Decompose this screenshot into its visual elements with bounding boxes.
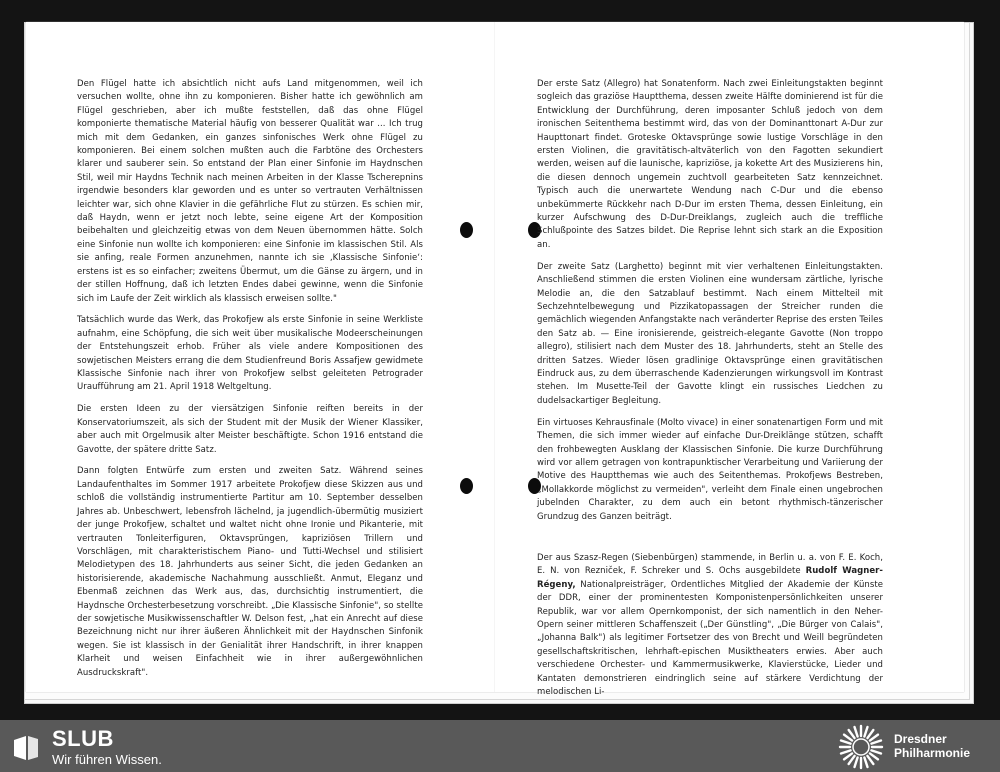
paragraph-text: Der aus Szasz-Regen (Siebenbürgen) stammende, in Berlin u. a. von F. E. Koch, E. N. von Rezniček, F. Schreker und S. Ochs ausgebildete bbox=[537, 553, 883, 577]
logo-ray bbox=[844, 735, 852, 741]
page-fold bbox=[494, 22, 495, 692]
logo-ray bbox=[844, 753, 852, 759]
paragraph: Den Flügel hatte ich absichtlich nicht aufs Land mitgenommen, weil ich versuchen wollte, ohne ihn zu komponieren. Bisher hatte ich gewöhnlich am Flügel geschrieben, aber ich mußte feststellen, daß das ohne Flügel komponierte thematische Material häufig von besserer Qualität war ... Ich trug mich mit dem Gedanken, ein ganzes sinfonisches Werk ohne Flügel zu komponieren. Bei einem solchen mußten auch die Farbtöne des Orchesters klarer und sauberer sein. So entstand der Plan einer Sinfonie im Haydnschen Stil, weil mir Haydns Technik nach meinen Arbeiten in der Klasse Tscherepnins irgendwie besonders klar geworden und es unter so vertrauten Verhältnissen leichter war, sich ohne Klavier in die gefährliche Flut zu stürzen. Es schien mir, daß Haydn, wenn er jetzt noch lebte, seine eigene Art der Komposition beibehalten und gleichzeitig etwas von dem Neuen übernommen hätte. Solch eine Sinfonie nun wollte ich komponieren: eine Sinfonie im klassischen Stil. Als sie anfing, reale Formen anzunehmen, nannte ich sie ‚Klassische Sinfonie‘: erstens ist es so einfacher; zweitens Übermut, um die Gänse zu ärgern, und in der stillen Hoffnung, daß ich letzten Endes dabei gewinne, wenn die Sinfonie sich im Laufe der Zeit wirklich als klassisch erweisen sollte." bbox=[77, 79, 423, 304]
logo-ray bbox=[864, 727, 867, 737]
footer-bar bbox=[0, 720, 1000, 772]
logo-ray bbox=[841, 741, 851, 744]
slub-tagline: Wir führen Wissen. bbox=[52, 752, 162, 767]
logo-ray bbox=[864, 757, 867, 767]
philharmonie-name bbox=[894, 732, 970, 760]
logo-ray bbox=[849, 730, 855, 738]
composer-name: Rudolf Wagner-Régeny, bbox=[537, 566, 883, 590]
paragraph: Dann folgten Entwürfe zum ersten und zweiten Satz. Während seines Landaufenthaltes im Sommer 1917 arbeitete Prokofjew diese Skizzen aus und schloß die vollständig instrumentierte Partitur am 10. September desselben Jahres ab. Unbeschwert, lebensfroh lächelnd, ja jugendlich-übermütig musiziert der junge Prokofjew, schaltet und waltet nicht ohne Ironie und Pikanterie, mit vertrauten Tonleiterfiguren, Oktavsprüngen, kapriziösen Trillern und Vorschlägen, mit charakteristischem Piano- und Tutti-Wechsel und stilisiert Melodietypen des 18. Jahrhunderts aus seiner Sicht, die jeden Gedanken an historisierende, akademische Nachahmung ausschließt. Anmut, Eleganz und Ebenmaß zeichnen das Werk aus, das, durchsichtig instrumentiert, die Haydnsche Orchesterbesetzung vorschreibt. „Die Klassische Sinfonie", so stellte der sowjetische Musikwissenschaftler W. Delson fest, „hat ein Anrecht auf diese Bezeichnung nicht nur ihrer äußeren Ähnlichkeit mit der Haydnschen Sinfonik wegen. Sie ist klassisch in der Genialität ihrer Handschrift, in ihrer knappen Klarheit und weisen Einfachheit wie in ihrer außergewöhnlichen Ausdruckskraft". bbox=[77, 466, 423, 678]
paragraph-text: Nationalpreisträger, Ordentliches Mitglied der Akademie der Künste der DDR, einer der prominentesten Komponistenpersönlichkeiten unserer Republik, war vor allem Opernkomponist, der sich namentlich in den Neher-Opern seiner mittleren Schaffenszeit („Der Günstling", „Die Bürger von Calais", „Johanna Balk") als legitimer Fortsetzer des von Brecht und Weill begründeten gesellschaftskritischen, lehrhaft-epischen Musiktheaters erwies. Aber auch verschiedene Orchester- und Kammermusikwerke, Klavierstücke, Lieder und Kantaten demonstrieren eindringlich seine auf stärkere Verdichtung der melodischen Li- bbox=[537, 579, 883, 698]
paragraph: Der zweite Satz (Larghetto) beginnt mit vier verhaltenen Einleitungstakten. Anschließend stimmen die ersten Violinen eine wundersam zärtliche, lyrische Melodie an, die den Satzablauf bestimmt. Nach einem Mittelteil mit Sechzehntelbewegung und Pizzikatopassagen der Streicher runden die gemächlich wiegenden Anfangstakte nach veränderter Reprise des ersten Teiles den Satz ab. — Eine ironisierende, geistreich-elegante Gavotte (Non troppo allegro), stilisiert nach dem Muster des 18. Jahrhunderts, steht an Stelle des dritten Satzes. Wieder lösen gradlinige Oktavsprünge einen gravitätischen Eindruck aus, zu dem überraschende Kadenzierungen wirkungsvoll im Kontrast stehen. Im Musette-Teil der Gavotte klingt ein russisches Liedchen zu dudelsackartiger Begleitung. bbox=[537, 261, 883, 406]
paragraph: Der erste Satz (Allegro) hat Sonatenform. Nach zwei Einleitungstakten beginnt sogleich das graziöse Hauptthema, dessen zweite Hälfte dominierend ist für die Entwicklung der Durchführung, deren imposanter Schluß jedoch von dem ironischen Seitenthema bestimmt wird, das von der Dominanttonart A-Dur zur Haupttonart findet. Groteske Oktavsprünge sowie lustige Vorschläge in den ersten Violinen, die gravitätisch-altväterlich von den Fagotten sekundiert werden, weisen auf die launische, kapriziöse, ja kokette Art des Musizierens hin, die diesen dennoch ungemein zuchtvoll gearbeiteten Satz kennzeichnet. Typisch auch die unerwartete Wendung nach C-Dur und die ebenso unbekümmerte Rückkehr nach D-Dur im ersten Thema, dessen Einleitung, ein kurzer Aufschwung des D-Dur-Dreiklangs, zugleich auch die treffliche Schlußpointe des Satzes bildet. Die Reprise lehnt sich stark an die Exposition an. bbox=[537, 79, 883, 250]
logo-ray bbox=[855, 757, 858, 767]
philharmonie-line-1: Dresdner bbox=[894, 732, 947, 746]
composer-paragraph bbox=[537, 552, 883, 699]
logo-ray bbox=[871, 741, 881, 744]
right-text-column bbox=[537, 78, 883, 708]
paragraph: Ein virtuoses Kehrausfinale (Molto vivace) in einer sonatenartigen Form und mit Themen, die sich immer wieder auf einfache Dur-Dreiklänge stützen, schafft den frohbewegten Ausklang der Klassischen Sinfonie. Die kurze Durchführung wird vor allem getragen von kontrapunktischer Verarbeitung und Variierung der Motive des Hauptthemas wie auch des Seitenthemas. Prokofjews Bestreben, „Mollakkorde möglichst zu vermeiden", verleiht dem Finale einen ungebrochen jubelnden Charakter, zu dem auch ein betont rhythmisch-tänzerischer Grundzug des Ganzen beiträgt. bbox=[537, 417, 883, 522]
logo-ray bbox=[841, 750, 851, 753]
logo-ray bbox=[849, 756, 855, 764]
paragraph: Die ersten Ideen zu der viersätzigen Sinfonie reiften bereits in der Konservatoriumszeit, als sich der Student mit der Musik der Wiener Klassiker, aber auch mit Orgelmusik alter Meister beschäftigte. Schon 1916 entstand die Gavotte, der spätere dritte Satz. bbox=[77, 404, 423, 455]
logo-ray bbox=[871, 750, 881, 753]
punch-hole-bottom-left bbox=[460, 478, 473, 494]
philharmonie-line-2: Philharmonie bbox=[894, 746, 971, 760]
philharmonie-logo-icon bbox=[838, 724, 884, 770]
left-text-column bbox=[77, 78, 423, 688]
punch-hole-top-left bbox=[460, 222, 473, 238]
logo-ray bbox=[855, 727, 858, 737]
paragraph: Tatsächlich wurde das Werk, das Prokofjew als erste Sinfonie in seine Werkliste aufnahm, eine Schöpfung, die sich weit über musikalische Modeerscheinungen der Entstehungszeit erhob. Früher als viele andere Kompositionen des sowjetischen Meisters errang die dem Studienfreund Boris Assafjew gewidmete Klassische Sinfonie nach ihrer von Prokofjew selbst geleiteten Petrograder Uraufführung am 21. April 1918 Weltgeltung. bbox=[77, 315, 423, 393]
logo-ray bbox=[867, 730, 873, 738]
logo-ray bbox=[870, 753, 878, 759]
logo-ray bbox=[870, 735, 878, 741]
slub-logo-icon bbox=[12, 734, 40, 762]
logo-ray bbox=[867, 756, 873, 764]
slub-brand: SLUB bbox=[52, 726, 114, 751]
